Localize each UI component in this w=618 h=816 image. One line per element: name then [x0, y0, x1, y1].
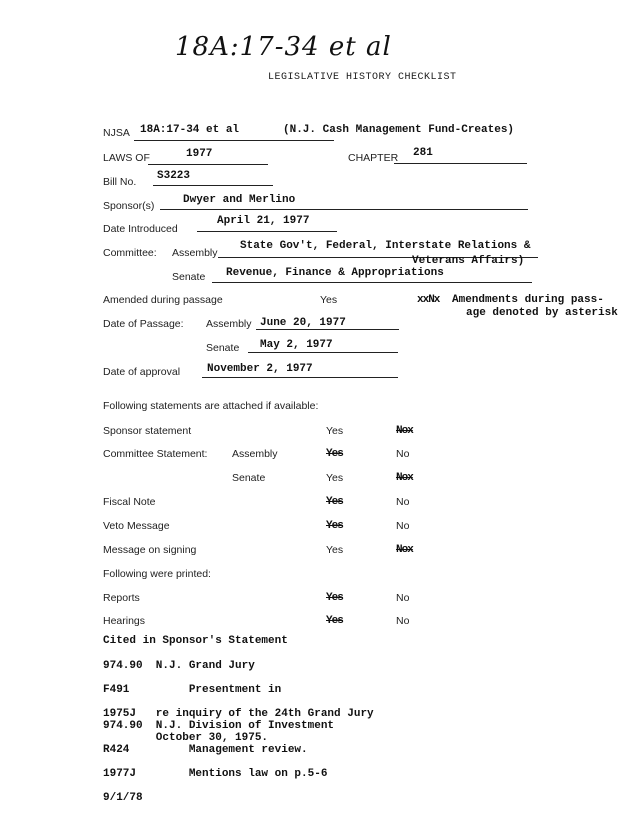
statement-label: Sponsor statement — [103, 425, 192, 437]
chapter-value: 281 — [413, 147, 433, 159]
statement-label: Committee Statement: — [103, 448, 208, 460]
statement-sub-label: Senate — [232, 472, 266, 484]
committee-assembly-label: Assembly — [172, 247, 218, 259]
njsa-value: 18A:17-34 et al — [140, 124, 240, 136]
date-introduced-label: Date Introduced — [103, 223, 178, 235]
statement-no-struck: Nox — [396, 544, 413, 556]
amended-yes: Yes — [320, 294, 338, 306]
chapter-label: CHAPTER — [348, 152, 399, 164]
statement-label: Veto Message — [103, 520, 170, 532]
sponsors-value: Dwyer and Merlino — [183, 194, 296, 206]
statement-yes-struck: Yes — [326, 448, 343, 460]
sponsors-label: Sponsor(s) — [103, 200, 155, 212]
date-introduced-value: April 21, 1977 — [217, 215, 310, 227]
laws-of-underline — [148, 164, 268, 165]
printed-label: Reports — [103, 592, 140, 604]
statement-yes: Yes — [326, 544, 344, 556]
committee-senate-value: Revenue, Finance & Appropriations — [226, 267, 444, 279]
statement-label: Fiscal Note — [103, 496, 156, 508]
attached-heading: Following statements are attached if available: — [103, 400, 319, 412]
bill-no-value: S3223 — [157, 170, 191, 182]
njsa-label: NJSA — [103, 127, 130, 139]
laws-of-value: 1977 — [186, 148, 213, 160]
statement-no: No — [396, 520, 410, 532]
amended-label: Amended during passage — [103, 294, 223, 306]
njsa-underline — [134, 140, 334, 141]
statement-yes-struck: Yes — [326, 496, 343, 508]
committee-senate-label: Senate — [172, 271, 206, 283]
citation-line: 974.90 N.J. Grand Jury — [103, 660, 255, 672]
sponsors-underline — [160, 209, 528, 210]
committee-senate-underline — [212, 282, 532, 283]
printed-heading: Following were printed: — [103, 568, 211, 580]
amended-no-struck: xxNx — [417, 294, 440, 306]
passage-senate-underline — [248, 352, 398, 353]
statement-no-struck: Nox — [396, 425, 413, 437]
date-of-approval-label: Date of approval — [103, 366, 181, 378]
citation-line: October 30, 1975. — [103, 732, 269, 744]
statement-yes: Yes — [326, 425, 344, 437]
bill-no-label: Bill No. — [103, 176, 137, 188]
citation-line: F491 Presentment in — [103, 684, 282, 696]
printed-no: No — [396, 592, 410, 604]
citation-line: 1977J Mentions law on p.5-6 — [103, 768, 328, 780]
committee-label: Committee: — [103, 247, 157, 259]
printed-yes-struck: Yes — [326, 615, 343, 627]
date-of-passage-label: Date of Passage: — [103, 318, 184, 330]
statement-sub-label: Assembly — [232, 448, 278, 460]
date-introduced-underline — [197, 231, 337, 232]
statement-label: Message on signing — [103, 544, 197, 556]
amended-note-1: Amendments during pass- — [452, 294, 604, 306]
njsa-note: (N.J. Cash Management Fund-Creates) — [283, 124, 515, 136]
statement-no: No — [396, 496, 410, 508]
citation-line: 1975J re inquiry of the 24th Grand Jury — [103, 708, 374, 720]
handwritten-reference: 18A:17-34 et al — [175, 32, 392, 62]
printed-label: Hearings — [103, 615, 146, 627]
passage-senate-label: Senate — [206, 342, 240, 354]
passage-senate-value: May 2, 1977 — [260, 339, 333, 351]
page-title: LEGISLATIVE HISTORY CHECKLIST — [268, 72, 457, 83]
statement-no: No — [396, 448, 410, 460]
printed-no: No — [396, 615, 410, 627]
laws-of-label: LAWS OF — [103, 152, 150, 164]
committee-assembly-value-cont: Veterans Affairs) — [412, 255, 525, 267]
amended-note-2: age denoted by asterisk — [466, 307, 618, 319]
citation-line: 9/1/78 — [103, 792, 143, 804]
statement-yes: Yes — [326, 472, 344, 484]
committee-assembly-value: State Gov't, Federal, Interstate Relations & — [240, 240, 531, 252]
statement-no-struck: Nox — [396, 472, 413, 484]
date-of-approval-underline — [202, 377, 398, 378]
citations-heading: Cited in Sponsor's Statement — [103, 635, 288, 647]
passage-assembly-value: June 20, 1977 — [260, 317, 346, 329]
chapter-underline — [394, 163, 527, 164]
passage-assembly-label: Assembly — [206, 318, 252, 330]
statement-yes-struck: Yes — [326, 520, 343, 532]
passage-assembly-underline — [256, 329, 399, 330]
date-of-approval-value: November 2, 1977 — [207, 363, 313, 375]
printed-yes-struck: Yes — [326, 592, 343, 604]
citation-line: 974.90 N.J. Division of Investment — [103, 720, 335, 732]
citation-line: R424 Management review. — [103, 744, 308, 756]
bill-no-underline — [153, 185, 273, 186]
